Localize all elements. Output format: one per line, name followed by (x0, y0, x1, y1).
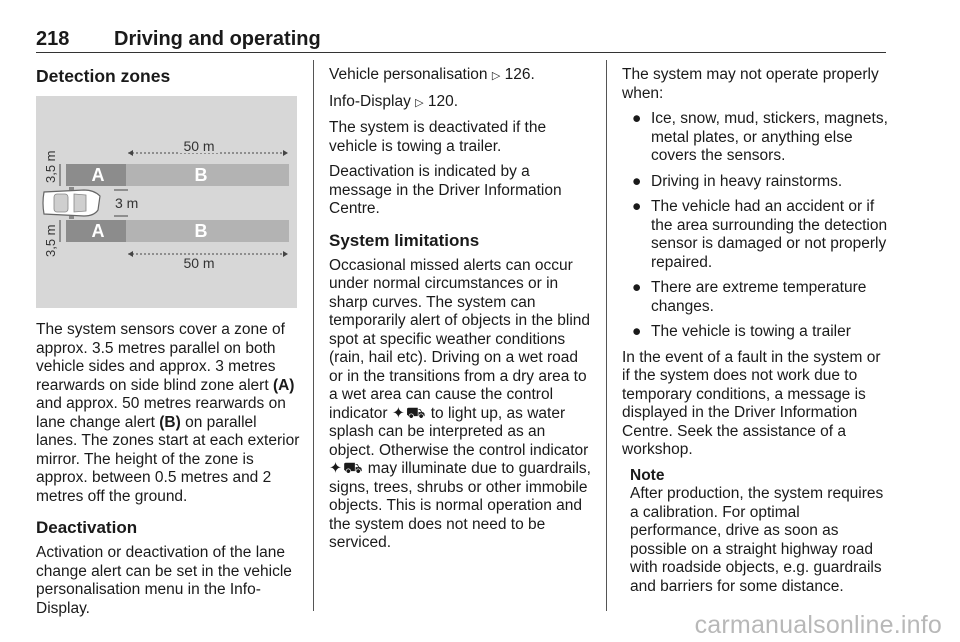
bullet-icon: ● (632, 198, 642, 215)
page-ref-icon: ▷ (415, 96, 424, 109)
page-header (36, 28, 886, 52)
watermark: carmanualsonline.info (694, 611, 942, 639)
deactivation-paragraph: Activation or deactivation of the lane change alert can be set in the vehicle personalisation menu in the Info-Display. (36, 544, 292, 617)
fault-paragraph: In the event of a fault in the system or if the system does not work due to temporary conditions, a message is displayed in the Driver Information Centre. Seek the assistance of a workshop. (622, 348, 881, 458)
list-item: ● Driving in heavy rainstorms. (632, 172, 843, 190)
deactivation-title: Deactivation (36, 518, 138, 537)
blind-spot-indicator-icon: ✦⛟ (329, 460, 364, 477)
zone-b-bottom (126, 220, 289, 242)
dim-label-50-top: 50 m (183, 138, 215, 154)
ref-vehicle-personalisation: Vehicle personalisation ▷ 126. (329, 66, 535, 83)
limitations-paragraph: Occasional missed alerts can occur under normal circumstances or in sharp curves. The system can temporarily alert of objects in the blind spot at specific weather conditions (rain, hail etc). Driving on a wet road or in the transitions from a dry area to a wet area can cause the control indicator ✦⛟ to light up, as water splash can be interpreted as an object. Otherwise the control indicator ✦⛟ may illuminate due to guardrails, signs, trees, shrubs or other immobile objects. This is normal operation and the system does not need to be serviced. (329, 256, 591, 551)
column-divider-2 (606, 60, 607, 611)
dim-label-35-top: 3,5 m (43, 150, 58, 183)
column-3 (622, 66, 888, 596)
note-title: Note (630, 466, 665, 484)
note-box (630, 467, 888, 597)
system-limitations-title: System limitations (329, 230, 480, 250)
column-1-text (36, 321, 301, 625)
conditions-list (622, 110, 888, 342)
page-ref-icon: ▷ (491, 70, 501, 82)
note-text: After production, the system requires a calibration. For optimal performance, drive as soon as possible on a straight highway road with roadside objects, e.g. guardrails and barriers for some distance. (630, 485, 884, 595)
detection-zones-title: Detection zones (36, 66, 171, 86)
dim-label-50-bottom: 50 m (183, 255, 215, 271)
column-2 (329, 66, 593, 560)
arrow-right-icon (283, 150, 288, 156)
chapter-title: Driving and operating (114, 28, 321, 50)
page-number: 218 (36, 28, 70, 50)
label-b-top: B (194, 165, 208, 185)
bullet-icon: ● (632, 279, 642, 296)
bullet-icon: ● (632, 172, 642, 190)
arrow-right-icon (283, 251, 288, 257)
towing-paragraph: The system is deactivated if the vehicle is towing a trailer. (329, 119, 547, 155)
list-item: ● The vehicle is towing a trailer (632, 323, 851, 340)
column-divider-1 (313, 60, 314, 611)
dim-label-3: 3 m (115, 195, 139, 211)
arrow-left-icon (128, 251, 133, 257)
header-rule (36, 52, 886, 53)
arrow-left-icon (128, 150, 133, 156)
list-item: ● Ice, snow, mud, stickers, magnets, metal plates, or anything else covers the sensors. (632, 110, 888, 164)
label-a-bottom: A (91, 221, 105, 241)
zones-paragraph: The system sensors cover a zone of approx. 3.5 metres parallel on both vehicle sides and approx. 3 metres rearwards on side blind zone alert (A) and approx. 50 metres rearwards on lane change alert (B) on parallel lanes. The zones start at each exterior mirror. The height of the zone is approx. between 0.5 metres and 2 metres off the ground. (36, 321, 300, 505)
zones-svg (36, 96, 297, 308)
list-item: ● The vehicle had an accident or if the area surrounding the detection sensor is damaged or not properly repaired. (632, 198, 888, 271)
detection-zones-diagram (36, 96, 297, 308)
zone-b-top (126, 164, 289, 186)
blind-spot-indicator-icon: ✦⛟ (391, 404, 427, 422)
label-b-bottom: B (194, 221, 208, 241)
may-not-operate-intro: The system may not operate properly when: (622, 66, 879, 102)
ref-info-display: Info-Display ▷ 120. (329, 92, 459, 110)
column-1 (36, 66, 301, 93)
bullet-icon: ● (632, 110, 642, 127)
label-a-top: A (91, 165, 105, 185)
dim-label-35-bottom: 3,5 m (43, 224, 58, 257)
deactivation-message-paragraph: Deactivation is indicated by a message in the Driver Information Centre. (329, 163, 562, 217)
list-item: ● There are extreme temperature changes. (632, 279, 867, 315)
car-icon (43, 187, 100, 219)
bullet-icon: ● (632, 323, 642, 340)
